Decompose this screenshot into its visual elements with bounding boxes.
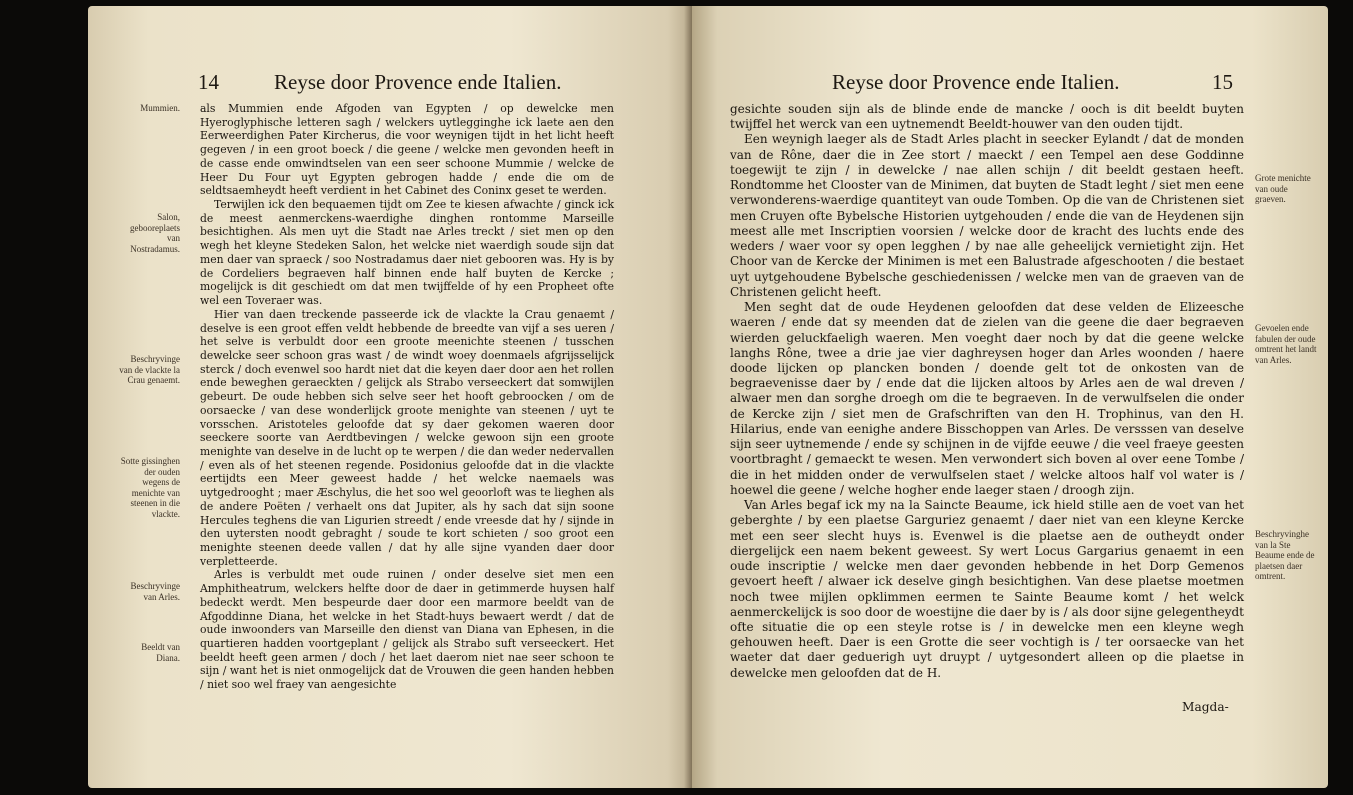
margin-note: Gevoelen ende fabulen der oude omtrent het landt van Arles. [1255, 323, 1317, 365]
margin-note: Mummien. [140, 103, 180, 113]
page-number: 14 [198, 70, 219, 94]
left-page [88, 6, 692, 788]
running-header: Reyse door Provence ende Italien. [832, 70, 1120, 94]
paragraph: als Mummien ende Afgoden van Egypten / op dewelcke men Hyeroglyphische letteren sagh / welckers uytlegginghe ick laete aen den Eerweerdighen Pater Kircherus, die voor weynigen tijdt in het licht heeft gegeven / in een groot boeck / die geene / welcke men gevonden heeft in de casse ende omwindtselen van een seer schoone Mummie / welcke de Heer Du Four uyt Egypten gebrogen hadde / ende die om de seldtsaemheydt heeft verdient in het Cabinet des Coninx geset te werden. [200, 102, 614, 198]
margin-note: Beeldt van Diana. [141, 642, 180, 663]
paragraph: Arles is verbuldt met oude ruinen / onder deselve siet men een Amphitheatrum, welckers helfte door de daer in getimmerde huysen half bedeckt werdt. Men bespeurde daer door een marmore beeldt van de Afgoddinne Diana, het welcke in het Stadt-huys bewaert werdt / dat de oude inwoonders van Marseille den dienst van Diana van Ephesen, in die quartieren hadden voortgeplant / gelijck als Strabo suft verseeckert. Het beeldt heeft geen armen / doch / het laet daerom niet nae seer schoon te sijn / want het is niet onmogelijck dat de Vrouwen die geen handen hebben / niet soo wel fraey van aengesichte [200, 568, 614, 692]
page-number: 15 [1212, 70, 1233, 94]
catchword: Magda- [1182, 700, 1229, 714]
right-page [692, 6, 1328, 788]
paragraph: Men seght dat de oude Heydenen geloofden dat dese velden de Elizeesche waeren / ende dat sy meenden dat de zielen van die geene die daer begraeven wierden geluckfaeligh waeren. Men voeght daer noch by dat die geene welcke langhs Rône, twee a drie jae vier daghreysen hoger dan Arles woonden / haere doode lijcken op plancken bonden / doende gelt tot de onkosten van de begraevenisse daer by / ende dat die lijcken altoos by Arles aen de wal dreven / alwaer men dan sorghe droegh om die te begraeven. In de verwulfselen die onder de Kercke zijn / siet men de Grafschriften van den H. Trophinus, van den H. Hilarius, ende van eenighe andere Bisschoppen van Arles. De versssen van deselve sijn seer uytnemende / ende sy schijnen in de vijfde eeuwe / die veel fraeye geesten voortbraght / gemaeckt te wesen. Men verwondert sich boven al over eene Tombe / die in het midden onder de verwulfselen staet / welcke altoos half vol water is / hoewel die geene / welche hogher ende laeger staen / droogh zijn. [730, 300, 1244, 497]
margin-note: Beschryvinghe van la Ste Beaume ende de plaetsen daer omtrent. [1255, 529, 1315, 581]
margin-note: Salon, gebooreplaets van Nostradamus. [130, 212, 180, 254]
margin-note: Sotte gissinghen der ouden wegens de menichte van steenen in die vlackte. [120, 456, 180, 519]
margin-note: Grote menichte van oude graeven. [1255, 173, 1311, 204]
margin-note: Beschryvinge van Arles. [130, 581, 180, 602]
page-text [730, 102, 1244, 681]
open-book [88, 6, 1328, 788]
paragraph: Terwijlen ick den bequaemen tijdt om Zee te kiesen afwachte / ginck ick de meest aenmerckens-waerdighe dinghen rontomme Marseille besichtighen. Als men uyt die Stadt nae Arles treckt / siet men op den wegh het kleyne Stedeken Salon, het welcke niet waerdigh soude sijn dat men daer van spraeck / soo Nostradamus daer niet gebooren was. Hy is by de Cordeliers begraeven half binnen ende half buyten de Kercke ; mogelijck is dit geschiedt om dat men twijffelde of hy een Propheet ofte wel een Toveraer was. [200, 198, 614, 308]
paragraph: gesichte souden sijn als de blinde ende de mancke / ooch is dit beeldt buyten twijffel het werck van een uytnemendt Beeldt-houwer van den ouden tijdt. [730, 102, 1244, 132]
page-text [200, 102, 614, 692]
paragraph: Een weynigh laeger als de Stadt Arles placht in seecker Eylandt / dat de monden van de Rône, daer die in Zee stort / maeckt / een Tempel aen dese Goddinne toegewijt te zijn / in dewelcke / nae allen schijn / dit beeldt gestaen heeft. Rondtomme het Clooster van de Minimen, dat buyten de Stadt leght / siet men eene verwonderens-waerdige quantiteyt van oude Tomben. Op die van de Christenen siet men Cruyen ofte Bybelsche Historien uytgehouden / ende die van de Heydenen sijn meest alle met Inscriptien voorsien / welcke door de kracht des luchts ende des weders / waer voor sy open legghen / by nae alle geheelijck vernietight zijn. Het Choor van de Kercke der Minimen is met een Balustrade afgeschooten / die bestaet uyt uytgehoudene Bybelsche geschiedenissen / welcke men van de graeven van de Christenen gelicht heeft. [730, 132, 1244, 299]
running-header: Reyse door Provence ende Italien. [274, 70, 562, 94]
paragraph: Hier van daen treckende passeerde ick de vlackte la Crau genaemt / deselve is een groot effen veldt hebbende de breedte van vijf a ses ueren / het selve is verbuldt door een groote meenichte steenen / tusschen dewelcke seer schoon gras wast / de windt woey doenmaels afgrijsselijck sterck / doch evenwel soo hardt niet dat die keyen daer door aen het rollen ende beweghen geraeckten / gelijck als Strabo verseeckert dat somwijlen gebeurt. De oude hebben sich selve seer het hooft gebroocken / om de oorsaecke / van dese wonderlijck groote menighte van steenen / uyt te vorsschen. Aristoteles geloofde dat sy daer gekomen waeren door seeckere soorte van Aerdtbevingen / welcke gewoon sijn een groote menighte van deselve in de lucht op te werpen / die dan weder nedervallen / even als of het steenen regende. Posidonius geloofde dat in die vlackte eertijdts een Meer geweest hadde / het welcke naemaels was uytgedrooght ; maer Æschylus, die het soo wel geoorloft was te lieghen als de andere Poëten / verhaelt ons dat Jupiter, als hy sach dat sijn soone Hercules teghens die van Ligurien streedt / ende vreesde dat hy / sijnde in den uytersten noodt gebraght / soude te kort schieten / soo groot een menighte steenen deede vallen / dat hy alle sijne vyanden daer door verpletteerde. [200, 307, 614, 568]
paragraph: Van Arles begaf ick my na la Saincte Beaume, ick hield stille aen de voet van het geberghte / by een plaetse Garguriez genaemt / daer niet van een kleyne Kercke met een seer slecht huys is. Evenwel is die plaetse aen de outheydt onder diergelijck een naem bekent geweest. Sy wert Locus Gargarius genaemt in een oude inscriptie / welcke men daer gevonden hebbende in het Dorp Gemenos gevoert heeft / alwaer ick deselve gingh besichtighen. Van dese plaetse moetmen noch twee mijlen opklimmen eermen te Sainte Beaume komt / het welck aenmerckelijck is soo door de woestijne die daer by is / als door sijne gelegentheydt ofte situatie die op een steyle rotse is / in dewelcke men een kleyne wegh gehouwen heeft. Daer is een Grotte die seer vochtigh is / ter oorsaecke van het waeter dat daer geduerigh uyt druypt / uytgesondert alleen op die plaetse in dewelcke men geloofden dat de H. [730, 498, 1244, 680]
margin-note: Beschryvinge van de vlackte la Crau genaemt. [119, 354, 180, 385]
